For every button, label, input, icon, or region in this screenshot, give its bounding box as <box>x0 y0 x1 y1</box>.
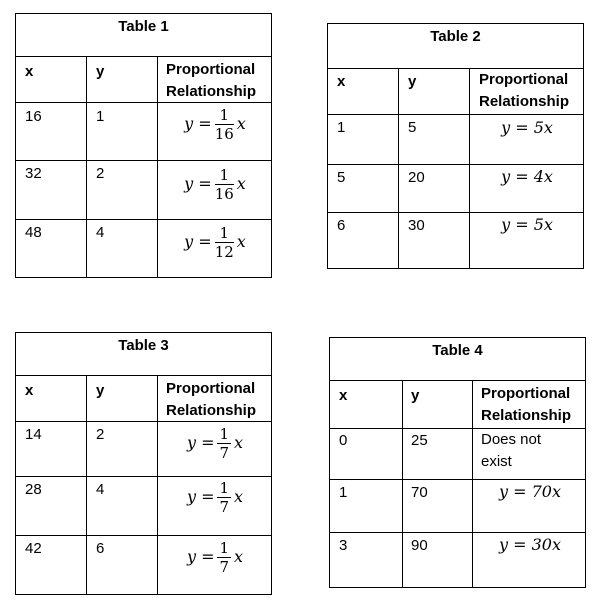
table-title: Table 2 <box>430 28 481 45</box>
header-y: y <box>411 387 420 404</box>
cell-y: 20 <box>408 169 425 186</box>
table-2 <box>327 23 584 269</box>
cell-x: 1 <box>337 119 346 136</box>
cell-x: 14 <box>25 426 42 443</box>
equation: y = $\frac{1}{7}$ x <box>186 425 244 462</box>
table-4 <box>329 337 586 588</box>
cell-x: 6 <box>337 217 346 234</box>
equation: y = 4x <box>501 167 553 186</box>
equation: y = 5x <box>501 118 553 137</box>
cell-y: 70 <box>411 484 428 501</box>
table-1 <box>15 13 272 278</box>
cell-x: 48 <box>25 224 42 241</box>
cell-x: 5 <box>337 169 346 186</box>
header-x: x <box>25 382 34 399</box>
header-x: x <box>25 63 34 80</box>
header-y: y <box>96 63 105 80</box>
equation: y = 5x <box>501 215 553 234</box>
table-title: Table 4 <box>432 342 483 359</box>
cell-y: 1 <box>96 108 105 125</box>
cell-y: 5 <box>408 119 417 136</box>
cell-y: 2 <box>96 426 105 443</box>
equation: y = $\frac{1}{12}$ x <box>184 224 246 261</box>
cell-y: 6 <box>96 540 105 557</box>
table-3 <box>15 332 272 595</box>
cell-x: 28 <box>25 481 42 498</box>
cell-relationship-text: Does not exist <box>481 431 542 470</box>
header-x: x <box>337 73 346 90</box>
cell-x: 32 <box>25 165 42 182</box>
header-y: y <box>96 382 105 399</box>
equation: y = 70x <box>499 482 561 501</box>
cell-x: 0 <box>339 432 348 449</box>
header-x: x <box>339 387 348 404</box>
equation: y = $\frac{1}{7}$ x <box>186 539 244 576</box>
equation: y = $\frac{1}{7}$ x <box>186 479 244 516</box>
cell-y: 30 <box>408 217 425 234</box>
equation: y = $\frac{1}{16}$ x <box>184 106 246 143</box>
table-title: Table 3 <box>118 337 169 354</box>
header-relationship: Proportional Relationship <box>166 61 257 100</box>
header-y: y <box>408 73 417 90</box>
table-title: Table 1 <box>118 18 169 35</box>
cell-x: 1 <box>339 484 348 501</box>
cell-y: 4 <box>96 224 105 241</box>
header-relationship: Proportional Relationship <box>481 385 572 424</box>
cell-y: 90 <box>411 537 428 554</box>
cell-y: 2 <box>96 165 105 182</box>
header-relationship: Proportional Relationship <box>166 380 257 419</box>
cell-x: 42 <box>25 540 42 557</box>
cell-x: 16 <box>25 108 42 125</box>
cell-y: 4 <box>96 481 105 498</box>
equation: y = 30x <box>499 535 561 554</box>
header-relationship: Proportional Relationship <box>479 71 570 110</box>
cell-y: 25 <box>411 432 428 449</box>
cell-x: 3 <box>339 537 348 554</box>
equation: y = $\frac{1}{16}$ x <box>184 166 246 203</box>
